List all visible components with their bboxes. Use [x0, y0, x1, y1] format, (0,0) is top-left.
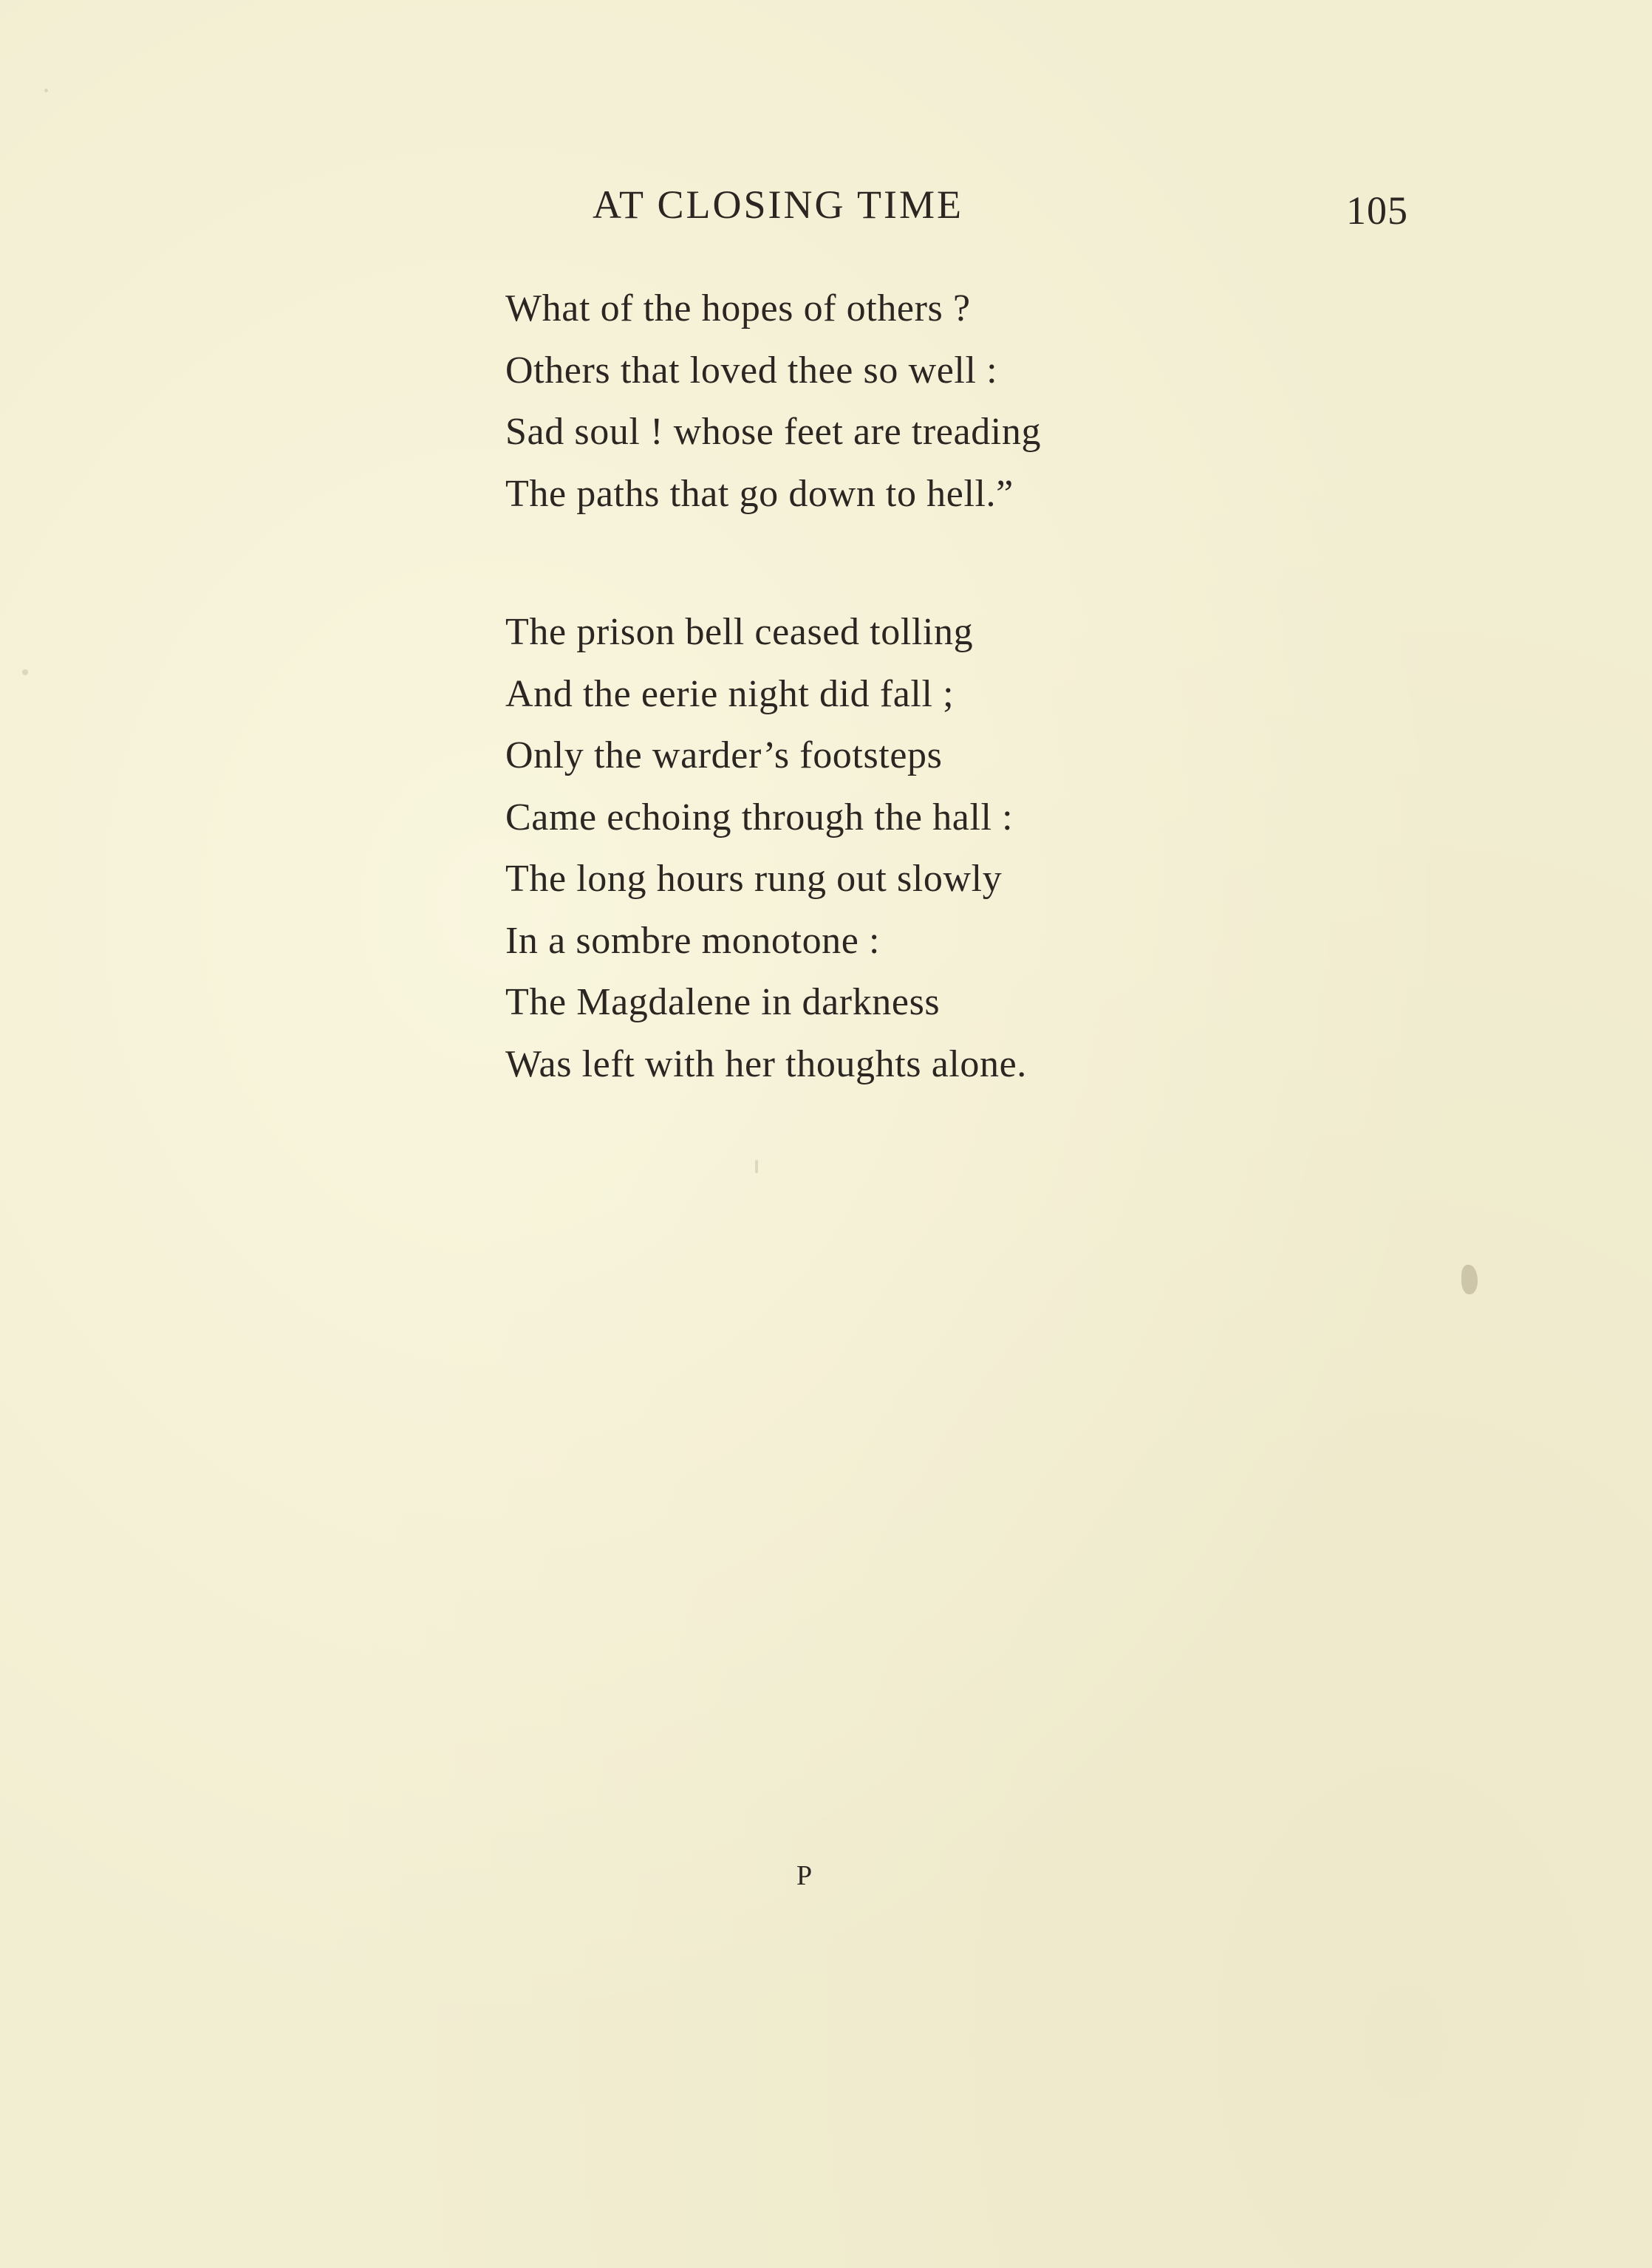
- paper-speck: [22, 669, 28, 675]
- poem-line: Only the warder’s footsteps: [505, 734, 943, 776]
- poem-line: The prison bell ceased tolling: [505, 611, 974, 653]
- poem-line: What of the hopes of others ?: [505, 287, 971, 329]
- poem-line: In a sombre monotone :: [505, 919, 881, 962]
- poem-line: The long hours rung out slowly: [505, 858, 1003, 900]
- poem-line: Came echoing through the hall :: [505, 796, 1014, 838]
- poem-line: The paths that go down to hell.”: [505, 472, 1014, 515]
- running-title: AT CLOSING TIME: [593, 182, 964, 227]
- poem-line: Was left with her thoughts alone.: [505, 1042, 1027, 1085]
- paper-speck: [44, 89, 48, 92]
- poem-line: And the eerie night did fall ;: [505, 672, 955, 715]
- stanza-1: [505, 278, 1041, 525]
- paper-speck: [1461, 1265, 1478, 1294]
- paper-speck: [755, 1160, 758, 1173]
- poem-line: Sad soul ! whose feet are treading: [505, 411, 1042, 453]
- signature-mark: P: [796, 1860, 813, 1891]
- poem-line: The Magdalene in darkness: [505, 981, 941, 1023]
- page-number: 105: [1346, 188, 1408, 233]
- poem-line: Others that loved thee so well :: [505, 349, 998, 392]
- stanza-2: [505, 601, 1027, 1095]
